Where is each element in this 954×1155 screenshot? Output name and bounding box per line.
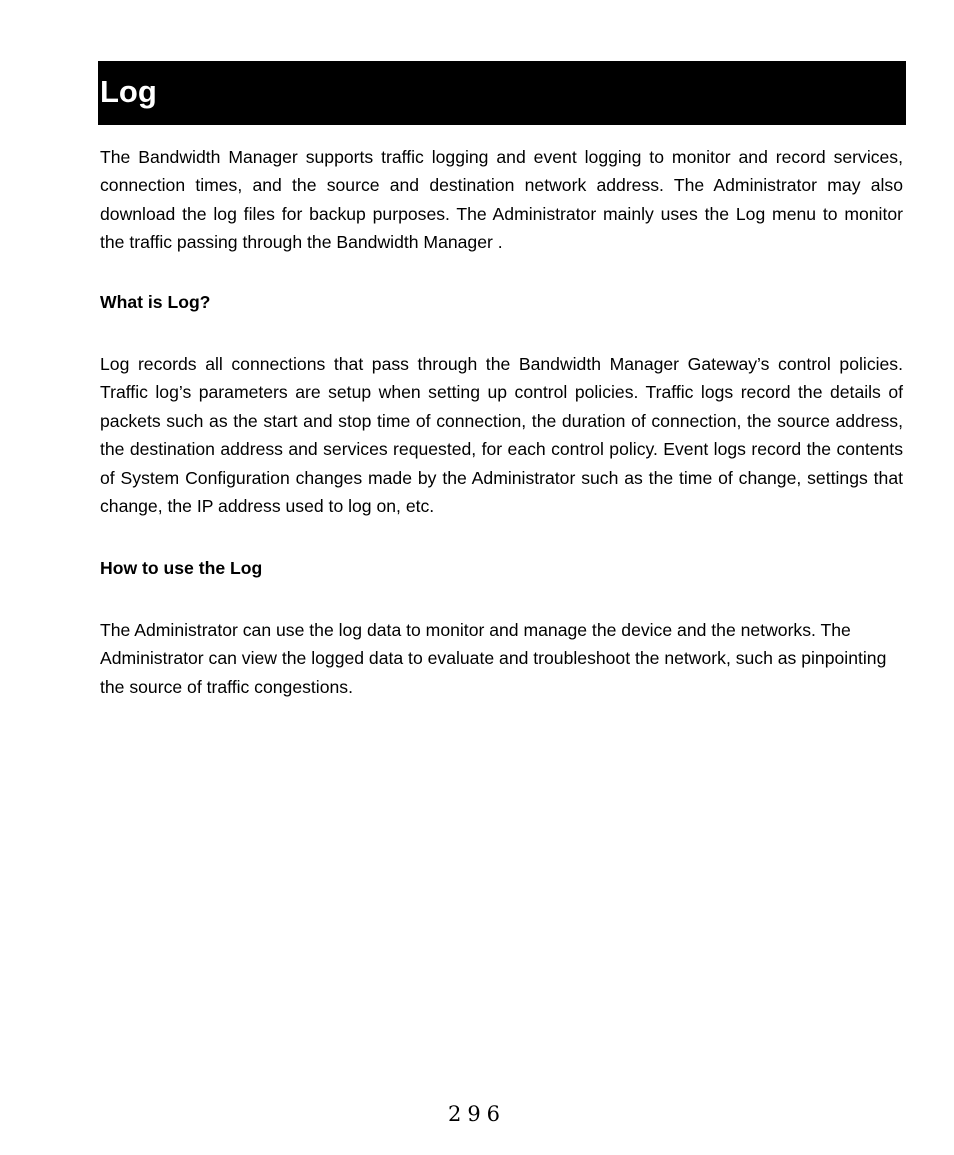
what-is-log-heading: What is Log? <box>100 292 211 312</box>
section-title-bar <box>98 61 906 125</box>
what-is-log-paragraph: Log records all connections that pass through the Bandwidth Manager Gateway’s control policies. Traffic log’s parameters are setup when setting up control policies. Traffic logs record the details of packets such as the start and stop time of connection, the duration of connection, the source address, the destination address and services requested, for each control policy. Event logs record the contents of System Configuration changes made by the Administrator such as the time of change, settings that change, the IP address used to log on, etc. <box>100 354 903 517</box>
how-to-use-paragraph: The Administrator can use the log data to monitor and manage the device and the networks. The Administrator can view the logged data to evaluate and troubleshoot the network, such as pinpointing the source of traffic congestions. <box>100 620 887 697</box>
section-title: Log <box>100 74 157 109</box>
intro-paragraph: The Bandwidth Manager supports traffic logging and event logging to monitor and record services, connection times, and the source and destination network address. The Administrator may also download the log files for backup purposes. The Administrator mainly uses the Log menu to monitor the traffic passing through the Bandwidth Manager . <box>100 147 903 253</box>
page-number: 296 <box>447 1102 507 1126</box>
how-to-use-heading: How to use the Log <box>100 558 263 578</box>
